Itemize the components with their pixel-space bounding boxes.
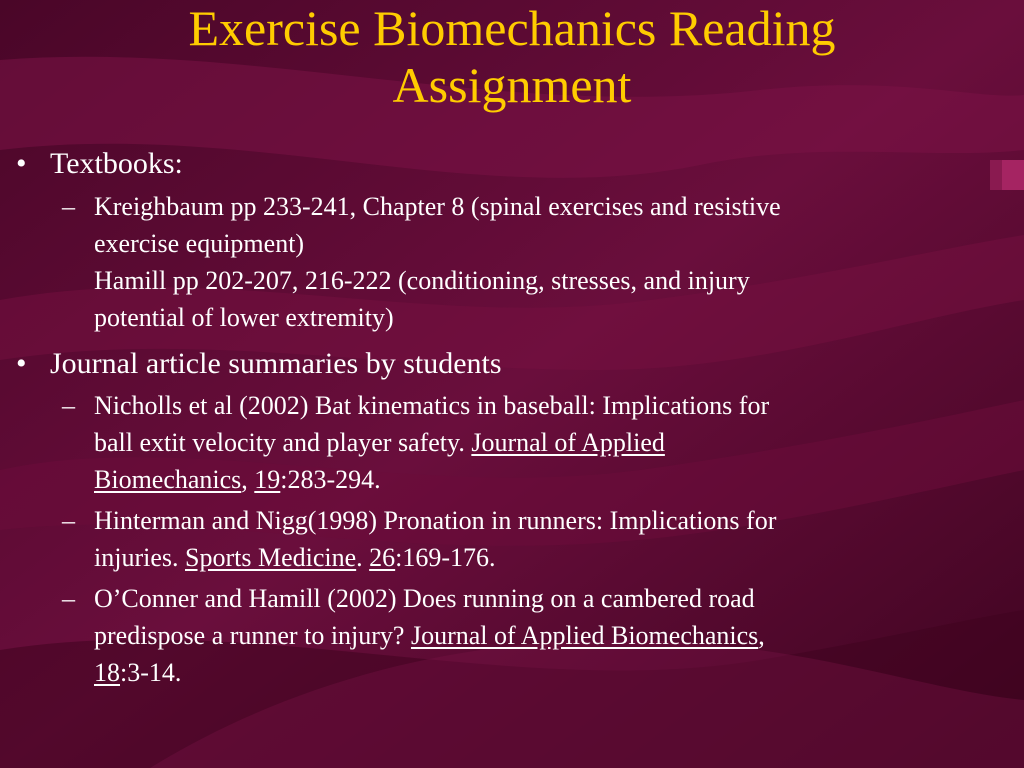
bullet-textbooks — [16, 146, 1016, 182]
bullet-label: Journal article summaries by students — [50, 347, 502, 380]
volume-number: 18 — [94, 658, 120, 687]
journal-title: Journal of Applied — [471, 428, 665, 457]
sub-item-nicholls — [16, 387, 1016, 498]
separator: . — [356, 543, 370, 572]
bullet-journal-articles — [16, 346, 1016, 382]
text-line — [94, 424, 1016, 461]
dash-mark: – — [62, 506, 75, 535]
text-line: Hinterman and Nigg(1998) Pronation in runners: Implications for — [94, 506, 777, 535]
dash-mark: – — [62, 192, 75, 221]
title-line-1: Exercise Biomechanics Reading — [188, 0, 836, 56]
text-line: exercise equipment) — [94, 229, 305, 258]
journal-title: Biomechanics — [94, 465, 242, 494]
page-range: :169-176. — [395, 543, 496, 572]
citation-text: injuries. — [94, 543, 185, 572]
journal-title: Sports Medicine — [185, 543, 357, 572]
separator: , — [758, 621, 765, 650]
text-line: O’Conner and Hamill (2002) Does running on a cambered road — [94, 584, 755, 613]
sub-item-textbook-refs — [16, 188, 1016, 336]
volume-number: 26 — [369, 543, 396, 572]
slide-body — [16, 146, 1016, 691]
title-line-2: Assignment — [392, 57, 632, 113]
text-line — [94, 461, 1016, 498]
text-line — [94, 617, 1016, 654]
citation-text: predispose a runner to injury? — [94, 621, 411, 650]
dash-mark: – — [62, 391, 75, 420]
journal-title: Journal of Applied Biomechanics — [410, 621, 759, 650]
text-line — [94, 654, 1016, 691]
bullet-label: Textbooks: — [50, 147, 183, 180]
dash-mark: – — [62, 584, 75, 613]
page-range: :3-14. — [120, 658, 182, 687]
bullet-mark: • — [16, 347, 27, 380]
text-line: Nicholls et al (2002) Bat kinematics in baseball: Implications for — [94, 391, 770, 420]
text-line: Hamill pp 202-207, 216-222 (conditioning, stresses, and injury — [94, 266, 750, 295]
volume-number: 19 — [254, 465, 281, 494]
sub-item-oconner — [16, 580, 1016, 691]
page-range: :283-294. — [280, 465, 381, 494]
text-line — [94, 539, 1016, 576]
separator: , — [241, 465, 255, 494]
citation-text: ball extit velocity and player safety. — [94, 428, 472, 457]
text-line: Kreighbaum pp 233-241, Chapter 8 (spinal exercises and resistive — [94, 192, 781, 221]
text-line: potential of lower extremity) — [94, 303, 394, 332]
sub-item-hinterman — [16, 502, 1016, 576]
bullet-mark: • — [16, 147, 27, 180]
slide-title — [0, 0, 1024, 114]
